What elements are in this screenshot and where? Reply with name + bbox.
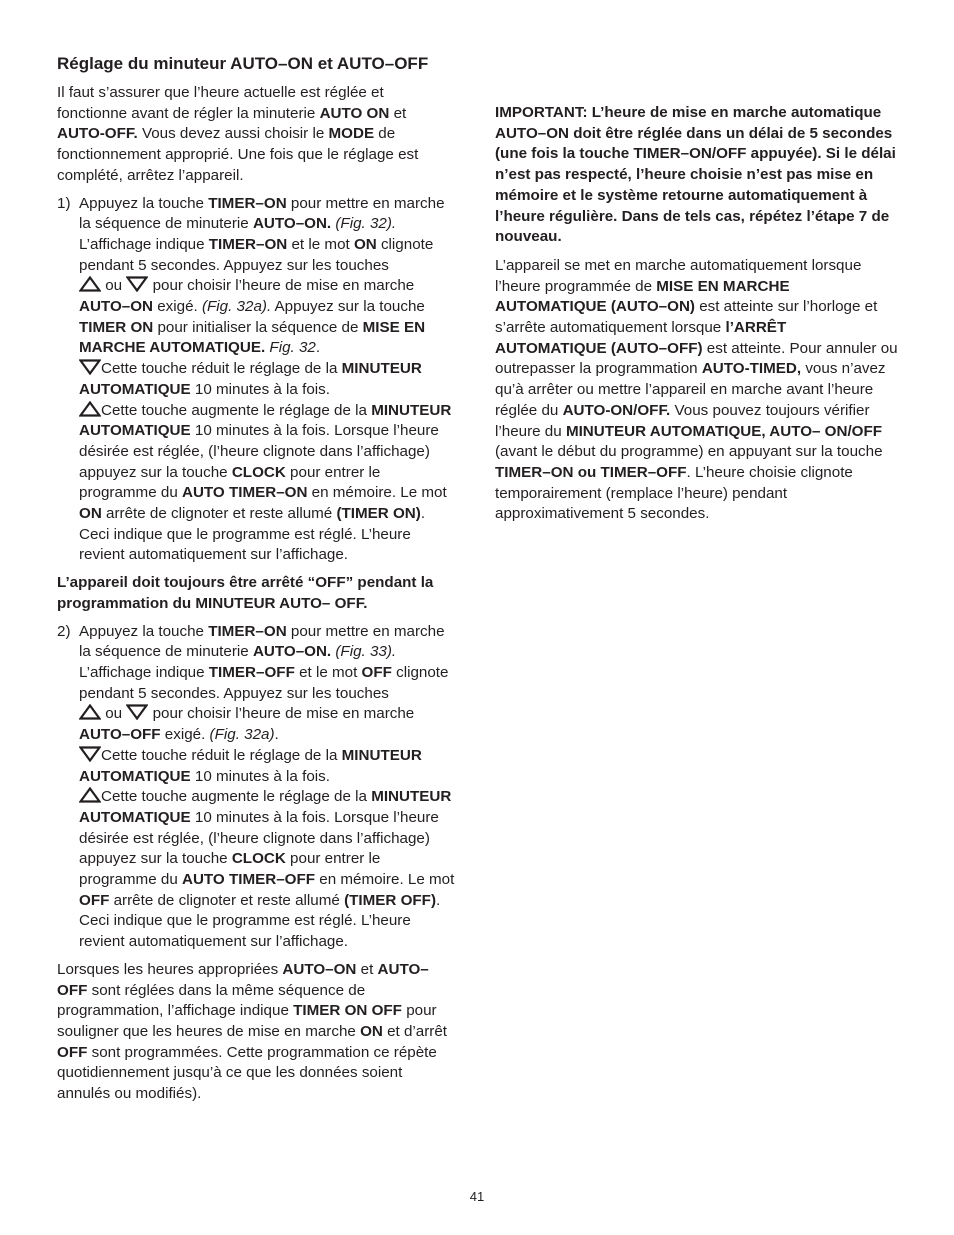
triangle-up-icon <box>79 401 101 417</box>
text-run: TIMER ON <box>79 318 154 336</box>
triangle-down-icon <box>79 746 101 762</box>
text-run: pour entrer le programme du <box>79 850 381 889</box>
text-run: en mémoire. Le mot <box>307 484 447 502</box>
text-run: AUTO–OFF <box>57 960 429 999</box>
text-run: TIMER–ON <box>208 194 287 212</box>
text-run: ON <box>360 1022 383 1040</box>
text-run: en mémoire. Le mot <box>315 871 455 889</box>
text-run: 10 minutes à la fois. Lorsque l’heure désirée est réglée, (l’heure clignote dans l’affichage) appuyez sur la touche <box>79 422 439 481</box>
text-run: (Fig. 32a) <box>209 726 275 744</box>
text-run: (TIMER ON) <box>336 505 421 523</box>
text-run: L’appareil se met en marche automatiquement lorsque l’heure programmée de <box>495 256 862 295</box>
text-run: CLOCK <box>231 850 286 868</box>
text-run: AUTO-ON/OFF. <box>562 401 671 419</box>
text-run: 10 minutes à la fois. Lorsque l’heure désirée est réglée, (l’heure clignote dans l’affichage) appuyez sur la touche <box>79 808 439 868</box>
closing-paragraph <box>57 960 457 1105</box>
triangle-up-icon <box>79 704 101 720</box>
text-run: L’affichage indique <box>79 663 209 681</box>
right-body-paragraph <box>495 256 899 525</box>
text-run: Appuyez sur la touche <box>271 298 425 316</box>
important-note: IMPORTANT: L’heure de mise en marche automatique AUTO–ON doit être réglée dans un délai de 5 secondes (une fois la touche TIMER–ON/OFF appuyée). Si le délai n’est pas respecté, l’heure choisie n’est pas mise en mémoire et le système retourne automatiquement à l’heure régulière. Dans de tels cas, répétez l’étape 7 de nouveau. <box>495 104 896 246</box>
text-run: AUTO–ON <box>282 960 357 978</box>
text-run: pour souligner que les heures de mise en marche <box>57 1002 437 1040</box>
step-line <box>79 746 457 787</box>
text-run: . Ceci indique que le programme est réglé. L’heure revient automatiquement sur l’affichage. <box>79 891 441 951</box>
left-column <box>57 54 457 1112</box>
text-run: Lorsques les heures appropriées <box>57 960 283 978</box>
text-run: et <box>356 960 378 978</box>
text-run: 10 minutes à la fois. <box>190 380 330 398</box>
step-1-body <box>79 194 457 567</box>
text-run: (avant le début du programme) en appuyant sur la touche <box>495 443 883 461</box>
step-1 <box>57 194 457 567</box>
triangle-up-icon <box>79 787 101 803</box>
text-run: arrête de clignoter et reste allumé <box>101 505 337 523</box>
text-run: ON <box>79 505 102 523</box>
text-run: pour mettre en marche la séquence de minuterie <box>79 622 445 661</box>
text-run: Vous devez aussi choisir le <box>137 125 329 143</box>
text-run: TIMER–ON <box>208 235 288 253</box>
text-run: exigé. <box>152 298 202 316</box>
step-line <box>79 622 457 705</box>
intro-paragraph <box>57 83 457 187</box>
text-run: . Ceci indique que le programme est réglé. L’heure revient automatiquement sur l’affichage. <box>79 505 426 564</box>
text-run: exigé. <box>160 726 210 744</box>
text-run: AUTO TIMER–OFF <box>181 871 316 889</box>
text-run: pour mettre en marche la séquence de minuterie <box>79 194 445 233</box>
text-run: Il faut s’assurer que l’heure actuelle est réglée et fonctionne avant de régler la minuterie <box>57 84 384 122</box>
text-run: MINUTEUR AUTOMATIQUE <box>79 360 422 398</box>
text-run: AUTO-TIMED, <box>701 360 802 378</box>
text-run: Fig. 32 <box>269 339 316 357</box>
text-run: pour choisir l’heure de mise en marche <box>148 705 415 723</box>
text-run: ou <box>101 277 127 295</box>
text-run: pour initialiser la séquence de <box>153 318 363 336</box>
text-run: . L’heure choisie clignote temporairement (remplace l’heure) pendant approximativement 5 secondes. <box>495 463 853 523</box>
text-run: et le mot <box>287 235 354 253</box>
text-run: . <box>315 339 321 357</box>
text-run: AUTO–ON. <box>252 643 332 661</box>
step-line <box>79 359 457 400</box>
triangle-down-icon <box>126 704 148 720</box>
text-run: AUTO–ON <box>79 298 153 316</box>
text-run: MODE <box>328 125 375 143</box>
text-run: Cette touche réduit le réglage de la <box>101 746 342 764</box>
step-line <box>79 194 457 277</box>
text-run: ou <box>101 705 127 723</box>
text-run: MINUTEUR AUTOMATIQUE <box>79 788 452 826</box>
step-number: 1) <box>57 194 71 212</box>
triangle-down-icon <box>79 359 101 375</box>
text-run: est atteinte. Pour annuler ou outrepasser la programmation <box>495 339 898 378</box>
text-run: AUTO–ON. <box>252 215 332 233</box>
text-run: TIMER–ON <box>208 622 287 640</box>
text-run: TIMER ON OFF <box>293 1002 402 1020</box>
text-run: vous n’avez qu’à arrêter ou mettre l’appareil en marche avant l’heure réglée du <box>495 360 886 419</box>
text-run: pour entrer le programme du <box>79 463 381 502</box>
text-run: sont programmées. Cette programmation ce répète quotidiennement jusqu’à ce que les données soient annulés ou modifiés). <box>57 1043 437 1103</box>
text-run: MISE EN MARCHE AUTOMATIQUE. <box>79 318 426 357</box>
text-run: Vous pouvez toujours vérifier l’heure du <box>495 401 870 440</box>
text-run: AUTO-OFF. <box>57 125 138 143</box>
text-run: ON <box>353 235 377 253</box>
text-run: MINUTEUR AUTOMATIQUE <box>79 401 452 440</box>
text-run: Cette touche augmente le réglage de la <box>101 788 372 806</box>
text-run: pour choisir l’heure de mise en marche <box>148 277 415 295</box>
page-number: 41 <box>469 1189 485 1204</box>
text-run: est atteinte sur l’horloge et s’arrête automatiquement lorsque <box>495 298 878 337</box>
right-column <box>495 103 899 532</box>
step-2 <box>57 622 457 953</box>
text-run: TIMER–ON ou TIMER–OFF <box>495 463 687 481</box>
text-run: (Fig. 33). <box>335 643 397 661</box>
text-run: OFF <box>361 663 392 681</box>
text-run: 10 minutes à la fois. <box>190 767 330 785</box>
step-2-body <box>79 622 457 953</box>
step-line <box>79 401 457 567</box>
text-run: (Fig. 32). <box>335 215 397 233</box>
step-line <box>79 787 457 953</box>
text-run: clignote pendant 5 secondes. Appuyez sur les touches <box>79 235 434 274</box>
text-run: Cette touche augmente le réglage de la <box>101 401 372 419</box>
text-run: Appuyez la touche <box>79 622 209 640</box>
text-run: . <box>274 726 279 744</box>
text-run: Appuyez la touche <box>79 194 209 212</box>
step-line <box>79 276 457 359</box>
text-run: OFF <box>79 891 110 909</box>
text-run: et <box>389 104 407 122</box>
text-run: (TIMER OFF) <box>344 891 437 909</box>
text-run: AUTO ON <box>319 104 390 122</box>
text-run: Cette touche réduit le réglage de la <box>101 360 342 378</box>
text-run: AUTO–OFF <box>79 726 161 744</box>
text-run: OFF <box>57 1043 88 1061</box>
text-run: clignote pendant 5 secondes. Appuyez sur les touches <box>79 663 449 702</box>
text-run: L’affichage indique <box>79 235 209 253</box>
section-heading: Réglage du minuteur AUTO–ON et AUTO–OFF <box>57 54 429 73</box>
triangle-down-icon <box>126 276 148 292</box>
text-run: et le mot <box>294 663 362 681</box>
text-run: et d’arrêt <box>382 1022 448 1040</box>
text-run: AUTO TIMER–ON <box>181 484 308 502</box>
text-run: arrête de clignoter et reste allumé <box>109 891 345 909</box>
text-run: sont réglées dans la même séquence de programmation, l’affichage indique <box>57 981 366 1020</box>
step-line <box>79 704 457 745</box>
text-run: MINUTEUR AUTOMATIQUE, AUTO– ON/OFF <box>565 422 883 440</box>
text-run: CLOCK <box>231 463 286 481</box>
text-run: l’ARRÊT AUTOMATIQUE (AUTO–OFF) <box>495 319 787 357</box>
text-run: MINUTEUR AUTOMATIQUE <box>79 746 422 785</box>
text-run: MISE EN MARCHE AUTOMATIQUE (AUTO–ON) <box>495 277 790 316</box>
triangle-up-icon <box>79 276 101 292</box>
warning-note: L’appareil doit toujours être arrêté “OFF” pendant la programmation du MINUTEUR AUTO– OFF. <box>57 574 434 612</box>
text-run: TIMER–OFF <box>208 663 295 681</box>
step-number: 2) <box>57 622 71 640</box>
text-run: (Fig. 32a). <box>201 298 272 316</box>
text-run: de fonctionnement approprié. Une fois que le réglage est complété, arrêtez l’appareil. <box>57 125 419 184</box>
